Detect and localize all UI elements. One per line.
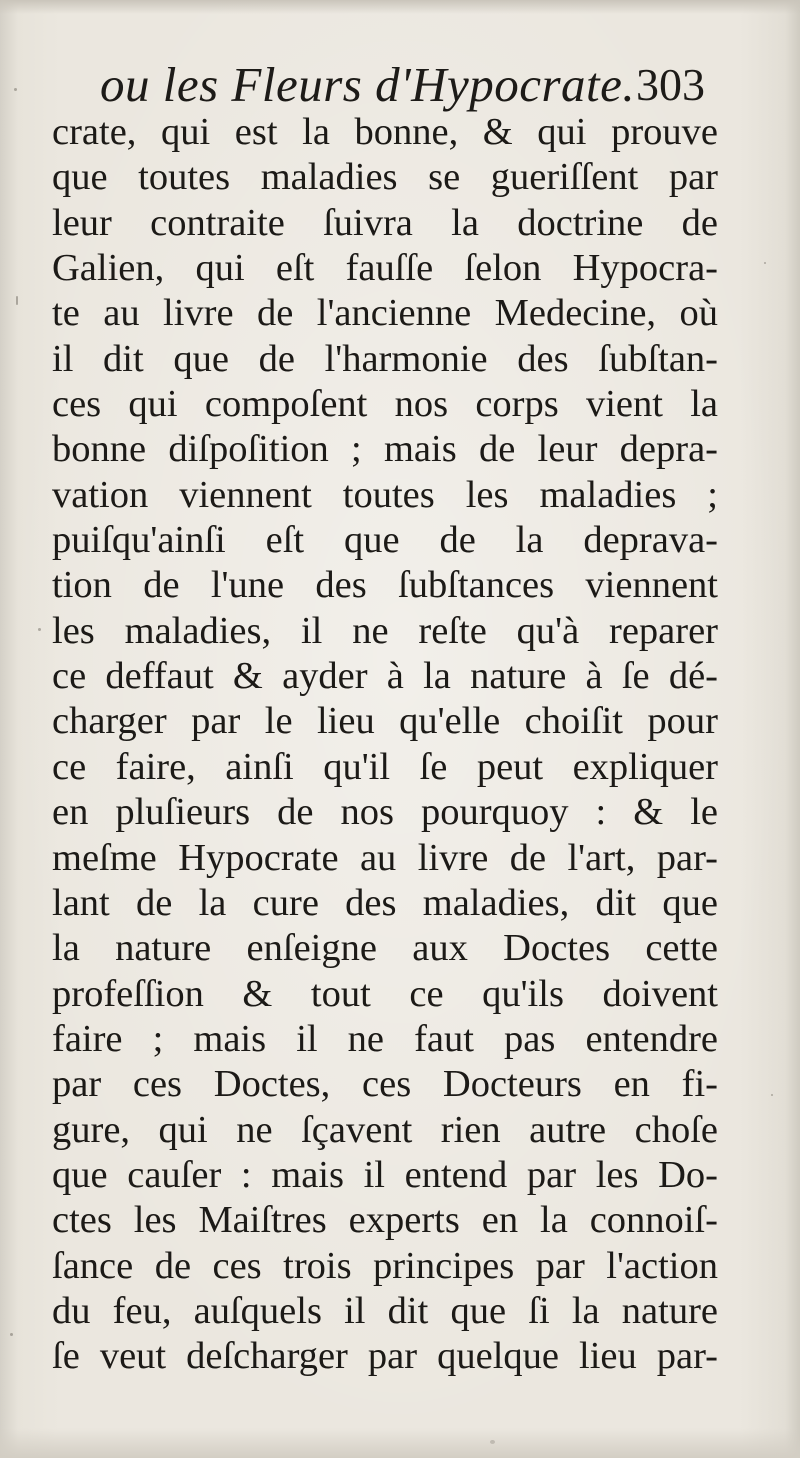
body-text [52, 110, 718, 1380]
text-line: lant de la cure des maladies, dit que [52, 881, 718, 924]
text-line: profeſſion & tout ce qu'ils doivent [52, 972, 718, 1015]
text-line: gure, qui ne ſçavent rien autre choſe [52, 1108, 718, 1151]
page-header [0, 55, 800, 115]
text-line: du feu, auſquels il dit que ſi la nature [52, 1289, 718, 1332]
text-line: tion de l'une des ſubſtances viennent [52, 564, 718, 607]
text-line: Galien, qui eſt fauſſe ſelon Hypocra- [52, 247, 718, 290]
text-line: ſe veut deſcharger par quelque lieu par- [52, 1335, 718, 1378]
text-line: ctes les Maiſtres experts en la connoiſ- [52, 1199, 718, 1242]
text-line: ce deffaut & ayder à la nature à ſe dé- [52, 655, 718, 698]
text-line: charger par le lieu qu'elle choiſit pour [52, 700, 718, 743]
text-line: te au livre de l'ancienne Medecine, où [52, 292, 718, 335]
text-line: bonne diſpoſition ; mais de leur depra- [52, 428, 718, 471]
text-line: leur contraite ſuivra la doctrine de [52, 201, 718, 244]
text-line: puiſqu'ainſi eſt que de la deprava- [52, 519, 718, 562]
running-title: ou les Fleurs d'Hypocrate. [100, 57, 636, 112]
text-line: meſme Hypocrate au livre de l'art, par- [52, 836, 718, 879]
text-line: ce faire, ainſi qu'il ſe peut expliquer [52, 745, 718, 788]
text-line: ces qui compoſent nos corps vient la [52, 383, 718, 426]
page-number: 303 [636, 59, 705, 110]
text-line: ſance de ces trois principes par l'action [52, 1244, 718, 1287]
text-line: la nature enſeigne aux Doctes cette [52, 927, 718, 970]
text-line: vation viennent toutes les maladies ; [52, 473, 718, 516]
text-line: en pluſieurs de nos pourquoy : & le [52, 791, 718, 834]
text-line: que toutes maladies se gueriſſent par [52, 156, 718, 199]
text-line: que cauſer : mais il entend par les Do- [52, 1153, 718, 1196]
text-line: faire ; mais il ne faut pas entendre [52, 1017, 718, 1060]
text-line: crate, qui est la bonne, & qui prouve [52, 111, 718, 153]
text-line: par ces Doctes, ces Docteurs en fi- [52, 1063, 718, 1106]
text-line: les maladies, il ne reſte qu'à reparer [52, 609, 718, 652]
text-line: il dit que de l'harmonie des ſubſtan- [52, 337, 718, 380]
